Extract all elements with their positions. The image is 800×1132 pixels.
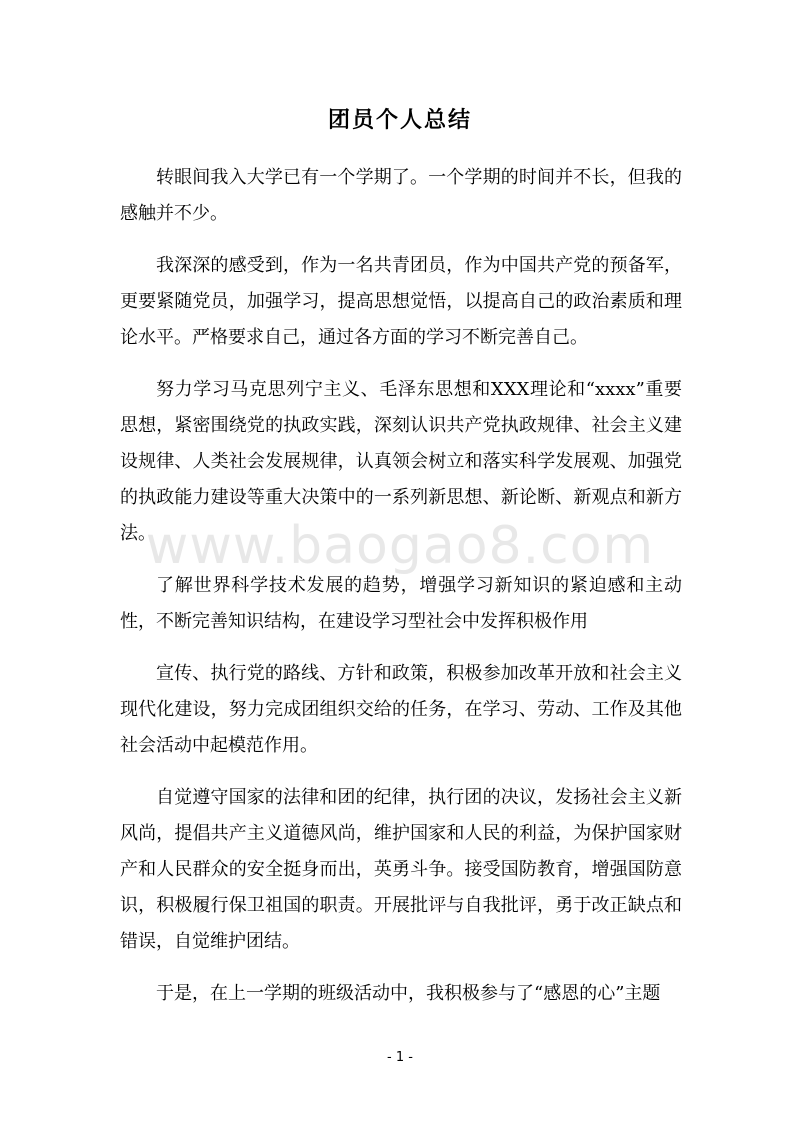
paragraph: 努力学习马克思列宁主义、毛泽东思想和XXX理论和“xxxx”重要思想，紧密围绕党的执政实践，深刻认识共产党执政规律、社会主义建设规律、人类社会发展规律，认真领会树立和落实科学发展观、加强党的执政能力建设等重大决策中的一系列新思想、新论断、新观点和新方法。	[120, 379, 682, 544]
paragraph: 宣传、执行党的路线、方针和政策，积极参加改革开放和社会主义现代化建设，努力完成团组织交给的任务，在学习、劳动、工作及其他社会活动中起模范作用。	[120, 663, 682, 756]
paragraph: 自觉遵守国家的法律和团的纪律，执行团的决议，发扬社会主义新风尚，提倡共产主义道德风尚，维护国家和人民的利益，为保护国家财产和人民群众的安全挺身而出，英勇斗争。接受国防教育，增强国防意识，积极履行保卫祖国的职责。开展批评与自我批评，勇于改正缺点和错误，自觉维护团结。	[120, 787, 682, 952]
document-title: 团员个人总结	[327, 107, 472, 133]
paragraph: 我深深的感受到，作为一名共青团员，作为中国共产党的预备军，更要紧随党员，加强学习，提高思想觉悟，以提高自己的政治素质和理论水平。严格要求自己，通过各方面的学习不断完善自己。	[120, 255, 682, 348]
paragraph: 转眼间我入大学已有一个学期了。一个学期的时间并不长，但我的感触并不少。	[120, 167, 682, 224]
paragraph: 于是，在上一学期的班级活动中，我积极参与了“感恩的心”主题	[156, 983, 661, 1004]
document-body	[120, 160, 682, 1028]
page-number: - 1 -	[387, 1050, 413, 1065]
watermark: www.baogao8.com	[145, 516, 655, 576]
paragraph: 了解世界科学技术发展的趋势，增强学习新知识的紧迫感和主动性，不断完善知识结构，在建设学习型社会中发挥积极作用	[120, 575, 682, 632]
